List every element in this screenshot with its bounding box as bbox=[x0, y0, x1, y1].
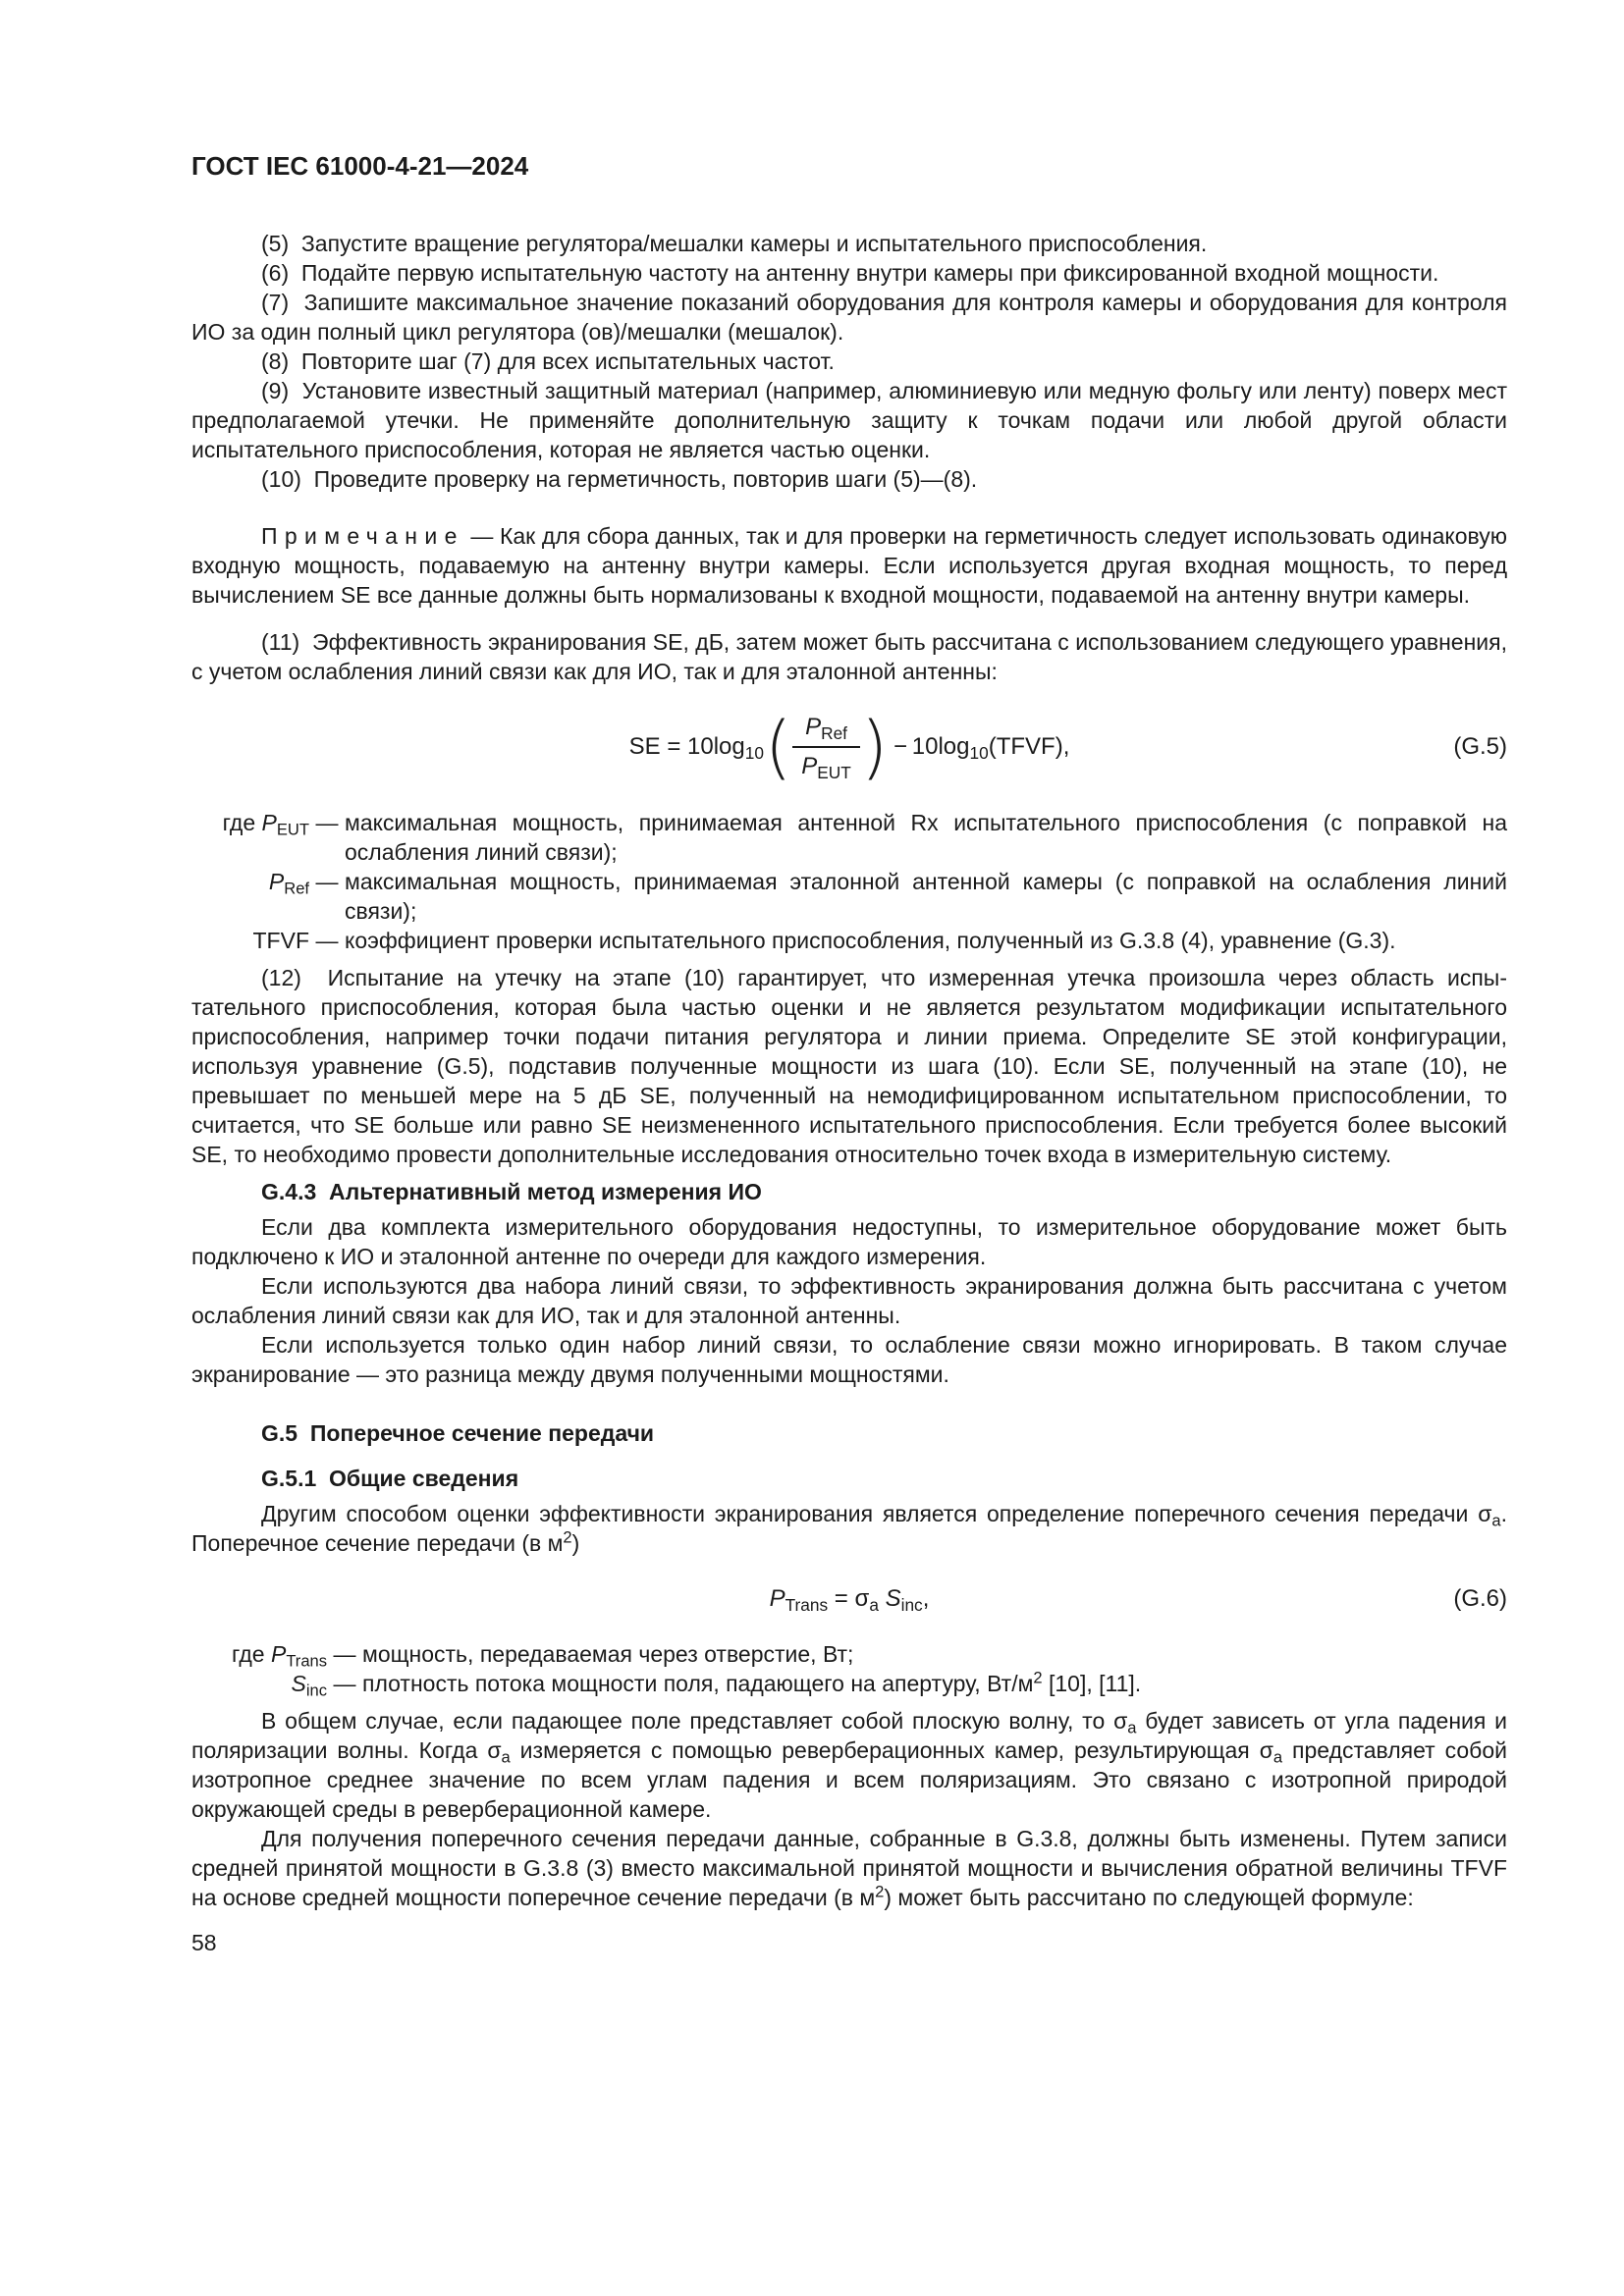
definition-row bbox=[191, 926, 1507, 955]
definitions-g6 bbox=[191, 1639, 1507, 1698]
heading-g43: G.4.3 Альтернативный метод измерения ИО bbox=[261, 1179, 762, 1204]
p-eut-symbol: P bbox=[801, 753, 818, 779]
equation-g6 bbox=[191, 1583, 1507, 1614]
closing-paragraph: Для получения поперечного сечения передачи данные, собранные в G.3.8, должны быть изменены. Путем записи средней принятой мощности в G.3.8 (3) вместо максимальной принятой мощности и вычисления обратной величины TFVF на основе средней мощности поперечное сечение передачи (в $м^2$) может быть рассчитано по следующей формуле: bbox=[191, 1826, 1507, 1910]
dash-icon: — bbox=[315, 810, 339, 835]
where-word: где bbox=[232, 1641, 271, 1667]
heading-g5: G.5 Поперечное сечение передачи bbox=[261, 1420, 655, 1446]
definition-row bbox=[191, 1639, 1507, 1669]
definition-term: $P_{Trans}$ bbox=[270, 1641, 327, 1671]
step-6-paragraph: (6) Подайте первую испытательную частоту на антенну внутри камеры при фиксированной входной мощности. bbox=[261, 260, 1439, 286]
eq-g5-tail: (TFVF), bbox=[988, 733, 1070, 760]
equation-number-g6: (G.6) bbox=[1453, 1584, 1507, 1612]
plane-wave-paragraph: В общем случае, если падающее поле представляет собой плоскую волну, то $\sigma_a$ будет зависеть от угла падения и поляризации волны. Когда $\sigma_a$ измеряется с помощью реверберационных камер, результирующая $\sigma_a$ представляет собой изотропное среднее значение по всем углам падения и всем поляризациям. Это связано с изотропной природой окружающей среды в реверберационной камере. bbox=[191, 1708, 1508, 1822]
definition-text: максимальная мощность, принимаемая антенной Rx испытательного приспособления (с поправкой на ослабления линий связи); bbox=[345, 810, 1507, 865]
definitions-g5 bbox=[191, 808, 1507, 955]
equation-g5 bbox=[191, 707, 1507, 787]
equation-g6-body: $P_{Trans} = \sigma_a$ $S_{inc}$, bbox=[769, 1585, 930, 1615]
definition-text: плотность потока мощности поля, падающего на апертуру, $Вт/м^2$ [10], [11]. bbox=[362, 1668, 1142, 1696]
dash-icon: — bbox=[315, 928, 339, 953]
step-7-paragraph: (7) Запишите максимальное значение показаний оборудования для контроля камеры и оборудования для контроля ИО за один полный цикл регулятора (ов)/мешалки (мешалок). bbox=[191, 290, 1507, 345]
equation-number-g5: (G.5) bbox=[1453, 733, 1507, 760]
page-number: 58 bbox=[191, 1930, 217, 1955]
dash-icon: — bbox=[333, 1641, 356, 1667]
eq-g5-logbase: 10 bbox=[744, 742, 764, 763]
definition-term: $P_{EUT}$ bbox=[261, 810, 309, 839]
step-9-paragraph: (9) Установите известный защитный материал (например, алюминиевую или медную фольгу или ленту) поверх мест предполагаемой утечки. Не применяйте дополнительную защиту к точкам подачи или любой другой области испытательного приспособления, которая не является частью оценки. bbox=[191, 378, 1507, 462]
p-ref-symbol: P bbox=[805, 714, 822, 740]
step-10-paragraph: (10) Проведите проверку на герметичность, повторив шаги (5)—(8). bbox=[261, 466, 978, 492]
step-5-paragraph: (5) Запустите вращение регулятора/мешалки камеры и испытательного приспособления. bbox=[261, 231, 1208, 256]
definition-term: $P_{Ref}$ bbox=[268, 869, 309, 898]
g43-paragraph: Если два комплекта измерительного оборудования недоступны, то измерительное оборудование может быть подключено к ИО и эталонной антенне по очереди для каждого измерения. bbox=[191, 1214, 1507, 1269]
definition-text: максимальная мощность, принимаемая эталонной антенной камеры (с поправкой на ослабления линий связи); bbox=[345, 869, 1507, 924]
definition-term: $S_{inc}$ bbox=[291, 1671, 327, 1700]
g43-paragraph: Если используется только один набор линий связи, то ослабление связи можно игнорировать. В таком случае экранирование — это разница между двумя полученными мощностями. bbox=[191, 1332, 1507, 1387]
equation-g5-body: SE = $10\log_{10}$ ( $\frac{P_{Ref}}{P_{EUT}}$ ) − $10\log_{10}(TFVF)$, bbox=[628, 707, 1070, 787]
note-paragraph bbox=[191, 521, 1507, 610]
where-word: где bbox=[222, 810, 262, 835]
step-8-paragraph: (8) Повторите шаг (7) для всех испытательных частот. bbox=[261, 348, 835, 374]
step-11-paragraph: (11) Эффективность экранирования SE, дБ, затем может быть рассчитана с использованием следующего уравнения, с учетом ослабления линий связи как для ИО, так и для эталонной антенны: bbox=[191, 629, 1507, 684]
note-text: — Как для сбора данных, так и для проверки на герметичность следует использовать одинаковую входную мощность, подаваемую на антенну внутри камеры. Если используется другая входная мощность, то перед вычислением SE все данные должны быть нормализованы к входной мощности, подаваемой на антенну внутри камеры. bbox=[191, 523, 1507, 608]
doc-header: ГОСТ IEC 61000-4-21—2024 bbox=[191, 151, 529, 181]
definition-row bbox=[191, 867, 1507, 926]
definition-term: TFVF bbox=[252, 928, 309, 953]
eq-g5-lhs: SE = 10log bbox=[628, 733, 745, 760]
definition-row bbox=[191, 1669, 1507, 1698]
eq-g5-rhs: − 10log bbox=[889, 733, 970, 760]
definition-text: коэффициент проверки испытательного приспособления, полученный из G.3.8 (4), уравнение (G.3). bbox=[345, 928, 1396, 953]
eq-g5-fraction: $\frac{P_{Ref}}{P_{EUT}}$ bbox=[792, 712, 860, 782]
definition-row bbox=[191, 808, 1507, 867]
g51-intro-paragraph: Другим способом оценки эффективности экранирования является определение поперечного сечения передачи $\sigma_a$. Поперечное сечение передачи (в $м^2$) bbox=[191, 1501, 1507, 1556]
step-12-paragraph: (12) Испытание на утечку на этапе (10) гарантирует, что измеренная утечка произошла через область испытательного приспособления, которая была частью оценки и не является результатом модификации испытательного приспособления, например точки подачи питания регулятора и линии приема. Определите SE этой конфигурации, используя уравнение (G.5), подставив полученные мощности из шага (10). Если SE, полученный на этапе (10), не превышает по меньшей мере на 5 дБ SE, полученный на немодифицированном испытательном приспособлении, то считается, что SE больше или равно SE неизмененного испытательного приспособления. Если требуется более высокий SE, то необходимо провести дополнительные исследования относительно точек входа в измерительную систему. bbox=[191, 965, 1507, 1167]
g43-paragraph: Если используются два набора линий связи, то эффективность экранирования должна быть рассчитана с учетом ослабления линий связи как для ИО, так и для эталонной антенны. bbox=[191, 1273, 1507, 1328]
dash-icon: — bbox=[333, 1671, 356, 1696]
dash-icon: — bbox=[315, 869, 339, 894]
heading-g51: G.5.1 Общие сведения bbox=[261, 1466, 519, 1491]
definition-text: мощность, передаваемая через отверстие, Вт; bbox=[362, 1641, 854, 1667]
note-label: Примечание bbox=[261, 523, 464, 549]
